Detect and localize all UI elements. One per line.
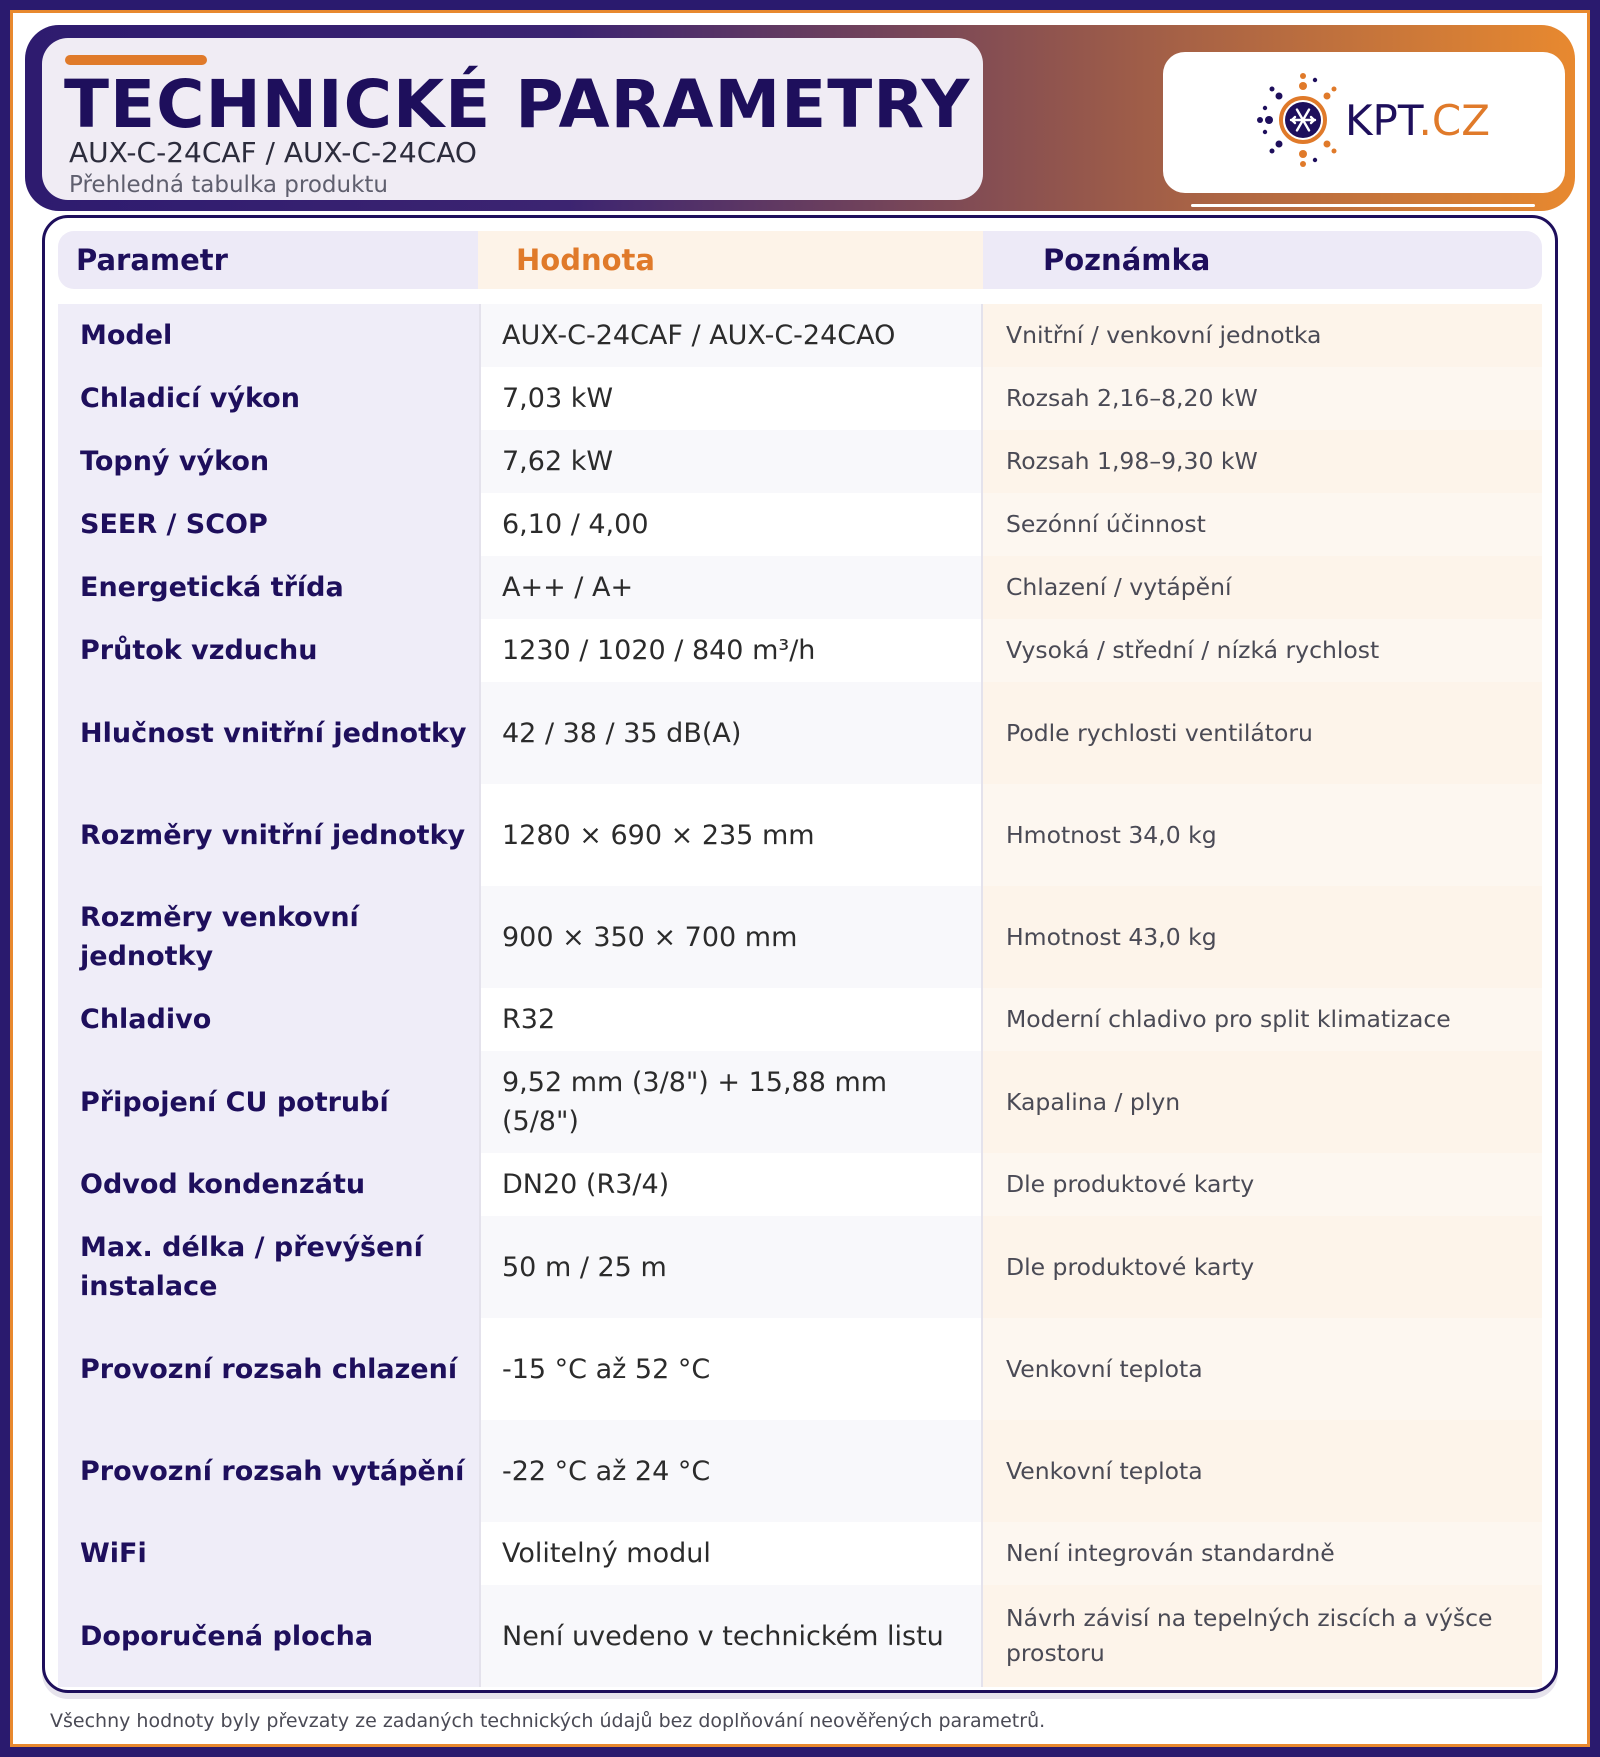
row-value: 1280 × 690 × 235 mm <box>479 784 983 886</box>
row-param: Odvod kondenzátu <box>58 1153 479 1216</box>
row-note: Venkovní teplota <box>983 1318 1542 1420</box>
row-param: Provozní rozsah chlazení <box>58 1318 479 1420</box>
row-param: Hlučnost vnitřní jednotky <box>58 682 479 784</box>
row-value: -22 °C až 24 °C <box>479 1420 983 1522</box>
table-row <box>58 1318 1542 1420</box>
row-note: Dle produktové karty <box>983 1153 1542 1216</box>
row-value: 50 m / 25 m <box>479 1216 983 1318</box>
table-row <box>58 784 1542 886</box>
row-value: Není uvedeno v technickém listu <box>479 1585 983 1687</box>
logo-underline <box>1191 204 1535 207</box>
table-row <box>58 1216 1542 1318</box>
page-caption: Přehledná tabulka produktu <box>69 172 388 198</box>
table-row <box>58 988 1542 1051</box>
header-parametr: Parametr <box>58 231 478 289</box>
row-note: Venkovní teplota <box>983 1420 1542 1522</box>
row-note: Rozsah 1,98–9,30 kW <box>983 430 1542 493</box>
table-row <box>58 1585 1542 1687</box>
row-note: Návrh závisí na tepelných ziscích a výšce prostoru <box>983 1585 1542 1687</box>
table-row <box>58 1522 1542 1585</box>
row-param: Energetická třída <box>58 556 479 619</box>
row-note: Vnitřní / venkovní jednotka <box>983 304 1542 367</box>
row-note: Kapalina / plyn <box>983 1051 1542 1153</box>
row-param: Chladivo <box>58 988 479 1051</box>
row-value: 900 × 350 × 700 mm <box>479 886 983 988</box>
row-param: Připojení CU potrubí <box>58 1051 479 1153</box>
footnote: Všechny hodnoty byly převzaty ze zadaných technických údajů bez doplňování neověřených parametrů. <box>50 1710 1046 1732</box>
table-row <box>58 1153 1542 1216</box>
row-note: Sezónní účinnost <box>983 493 1542 556</box>
row-param: SEER / SCOP <box>58 493 479 556</box>
row-value: DN20 (R3/4) <box>479 1153 983 1216</box>
logo-text-tld: .CZ <box>1418 96 1490 145</box>
table-row <box>58 430 1542 493</box>
row-param: Model <box>58 304 479 367</box>
row-value: 7,03 kW <box>479 367 983 430</box>
table-row <box>58 304 1542 367</box>
row-value: AUX-C-24CAF / AUX-C-24CAO <box>479 304 983 367</box>
table-row <box>58 493 1542 556</box>
row-note: Vysoká / střední / nízká rychlost <box>983 619 1542 682</box>
row-value: A++ / A+ <box>479 556 983 619</box>
row-note: Není integrován standardně <box>983 1522 1542 1585</box>
row-value: -15 °C až 52 °C <box>479 1318 983 1420</box>
row-value: 9,52 mm (3/8") + 15,88 mm (5/8") <box>479 1051 983 1153</box>
row-value: 7,62 kW <box>479 430 983 493</box>
row-param: Rozměry vnitřní jednotky <box>58 784 479 886</box>
row-value: Volitelný modul <box>479 1522 983 1585</box>
row-param: Max. délka / převýšení instalace <box>58 1216 479 1318</box>
table-body <box>58 304 1542 1687</box>
table-row <box>58 1051 1542 1153</box>
row-param: Průtok vzduchu <box>58 619 479 682</box>
table-row <box>58 619 1542 682</box>
row-param: WiFi <box>58 1522 479 1585</box>
row-param: Rozměry venkovní jednotky <box>58 886 479 988</box>
row-note: Rozsah 2,16–8,20 kW <box>983 367 1542 430</box>
table-header <box>58 231 1542 289</box>
table-row <box>58 556 1542 619</box>
row-param: Chladicí výkon <box>58 367 479 430</box>
header-poznamka: Poznámka <box>983 231 1542 289</box>
row-note: Podle rychlosti ventilátoru <box>983 682 1542 784</box>
row-note: Chlazení / vytápění <box>983 556 1542 619</box>
logo-text-main: KPT <box>1345 96 1419 145</box>
logo-wordmark <box>1345 96 1490 145</box>
table-row <box>58 1420 1542 1522</box>
row-value: 1230 / 1020 / 840 m³/h <box>479 619 983 682</box>
row-param: Provozní rozsah vytápění <box>58 1420 479 1522</box>
table-row <box>58 367 1542 430</box>
row-value: R32 <box>479 988 983 1051</box>
row-note: Dle produktové karty <box>983 1216 1542 1318</box>
page-title: TECHNICKÉ PARAMETRY <box>64 66 971 143</box>
header-hodnota: Hodnota <box>478 231 983 289</box>
snowflake-sun-icon <box>1255 65 1345 175</box>
row-param: Doporučená plocha <box>58 1585 479 1687</box>
row-note: Hmotnost 34,0 kg <box>983 784 1542 886</box>
row-note: Hmotnost 43,0 kg <box>983 886 1542 988</box>
row-value: 6,10 / 4,00 <box>479 493 983 556</box>
title-accent-bar <box>65 55 207 65</box>
table-row <box>58 886 1542 988</box>
row-note: Moderní chladivo pro split klimatizace <box>983 988 1542 1051</box>
row-param: Topný výkon <box>58 430 479 493</box>
row-value: 42 / 38 / 35 dB(A) <box>479 682 983 784</box>
page-subtitle: AUX-C-24CAF / AUX-C-24CAO <box>69 136 477 169</box>
table-row <box>58 682 1542 784</box>
